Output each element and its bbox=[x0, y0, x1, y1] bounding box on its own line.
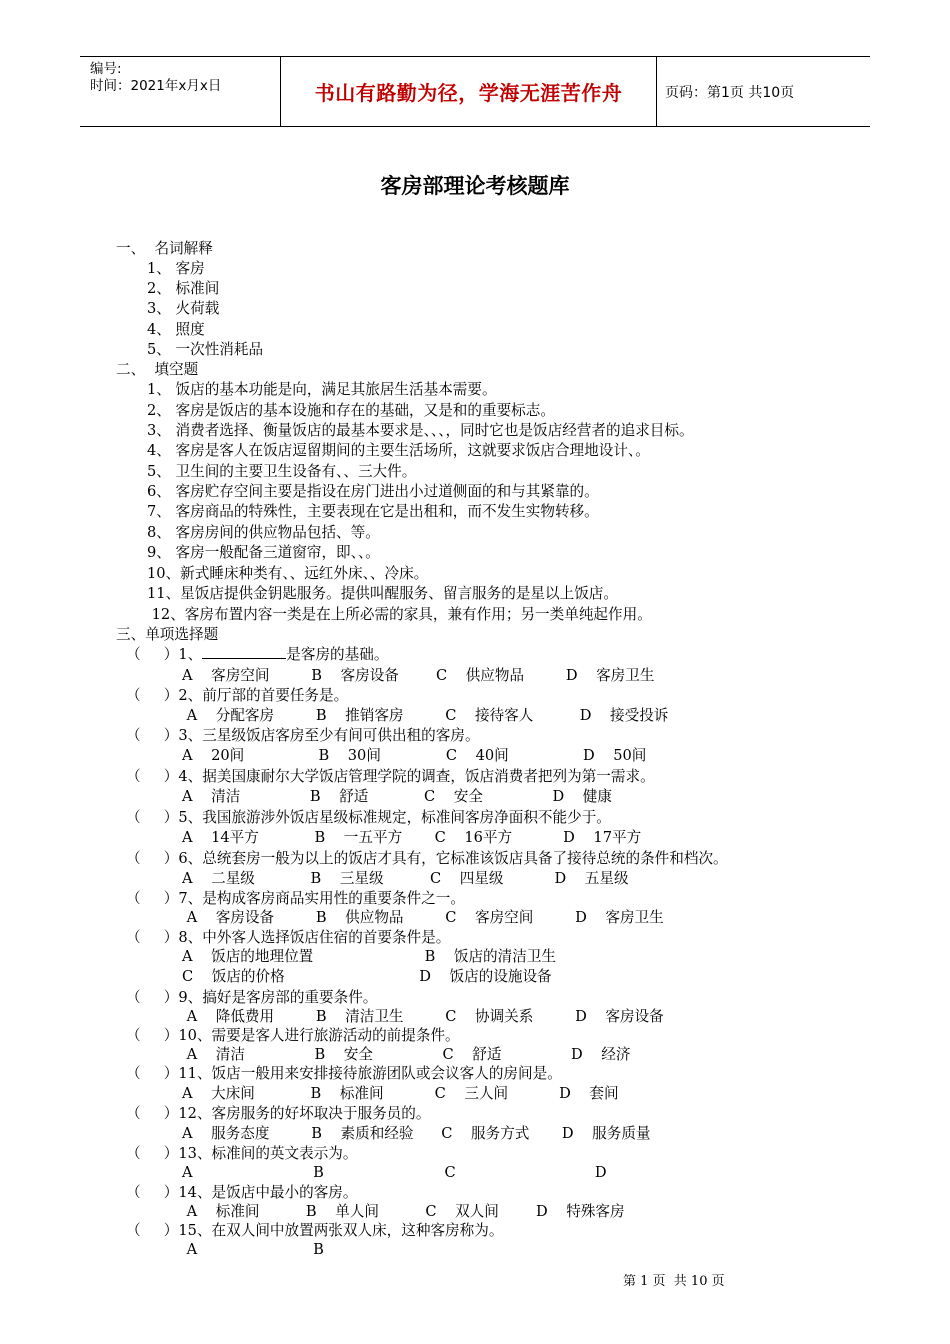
question: （ ）14、是饭店中最小的客房。 bbox=[126, 1184, 358, 1201]
header-page-label: 页码：第1页 共10页 bbox=[665, 84, 795, 101]
question-options: A 14平方 B 一五平方 C 16平方 D 17平方 bbox=[182, 829, 642, 846]
question-options: A 清洁 B 安全 C 舒适 D 经济 bbox=[182, 1046, 631, 1063]
question: （ ）7、是构成客房商品实用性的重要条件之一。 bbox=[126, 890, 465, 907]
question-options: A 饭店的地理位置 B 饭店的清洁卫生 bbox=[182, 948, 557, 965]
question: （ ）15、在双人间中放置两张双人床，这种客房称为。 bbox=[126, 1222, 504, 1239]
list-item: 4、 照度 bbox=[147, 321, 205, 338]
question-options: A 大床间 B 标准间 C 三人间 D 套间 bbox=[182, 1085, 619, 1102]
question-options: A 客房空间 B 客房设备 C 供应物品 D 客房卫生 bbox=[182, 667, 655, 684]
question bbox=[126, 646, 388, 664]
question: （ ）6、总统套房一般为以上的饭店才具有，它标准该饭店具备了接待总统的条件和档次。 bbox=[126, 850, 728, 867]
page-footer: 第 1 页 共 10 页 bbox=[623, 1274, 725, 1289]
question-options: A 20间 B 30间 C 40间 D 50间 bbox=[182, 747, 647, 764]
question: （ ）13、标准间的英文表示为。 bbox=[126, 1145, 358, 1162]
question: （ ）10、需要是客人进行旅游活动的前提条件。 bbox=[126, 1027, 460, 1044]
list-item: 3、 消费者选择、衡量饭店的最基本要求是、、、，同时它也是饭店经营者的追求目标。 bbox=[147, 422, 694, 439]
list-item: 9、 客房一般配备三道窗帘，即、、。 bbox=[147, 544, 380, 561]
question-prefix: （ ）1、 bbox=[126, 646, 203, 663]
list-item: 12、客房布置内容一类是在上所必需的家具，兼有作用；另一类单纯起作用。 bbox=[147, 606, 652, 623]
question-options: A 降低费用 B 清洁卫生 C 协调关系 D 客房设备 bbox=[182, 1008, 664, 1025]
question-options: A 服务态度 B 素质和经验 C 服务方式 D 服务质量 bbox=[182, 1125, 651, 1142]
question: （ ）5、我国旅游涉外饭店星级标准规定，标准间客房净面积不能少于。 bbox=[126, 809, 611, 826]
list-item: 2、 标准间 bbox=[147, 280, 220, 297]
list-item: 1、 饭店的基本功能是向，满足其旅居生活基本需要。 bbox=[147, 381, 497, 398]
time-label: 时间：2021年x月x日 bbox=[90, 78, 222, 94]
question-options: A 分配客房 B 推销客房 C 接待客人 D 接受投诉 bbox=[182, 707, 669, 724]
question: （ ）8、中外客人选择饭店住宿的首要条件是。 bbox=[126, 929, 451, 946]
number-label: 编号: bbox=[90, 61, 122, 77]
list-item: 8、 客房房间的供应物品包括、等。 bbox=[147, 524, 380, 541]
question: （ ）3、三星级饭店客房至少有间可供出租的客房。 bbox=[126, 727, 480, 744]
question: （ ）9、搞好是客房部的重要条件。 bbox=[126, 989, 378, 1006]
question: （ ）4、据美国康耐尔大学饭店管理学院的调查，饭店消费者把列为第一需求。 bbox=[126, 768, 655, 785]
question-suffix: 是客房的基础。 bbox=[286, 646, 389, 663]
list-item: 10、新式睡床种类有、、远红外床、、冷床。 bbox=[147, 565, 429, 582]
section-heading: 一、 名词解释 bbox=[116, 240, 213, 257]
list-item: 4、 客房是客人在饭店逗留期间的主要生活场所，这就要求饭店合理地设计、。 bbox=[147, 442, 650, 459]
header-motto: 书山有路勤为径，学海无涯苦作舟 bbox=[280, 57, 657, 126]
question-options: A B C D bbox=[182, 1164, 607, 1181]
question-options: A 客房设备 B 供应物品 C 客房空间 D 客房卫生 bbox=[182, 909, 664, 926]
page-title: 客房部理论考核题库 bbox=[380, 174, 570, 198]
list-item: 1、 客房 bbox=[147, 260, 205, 277]
section-heading: 二、 填空题 bbox=[116, 361, 199, 378]
section-heading: 三、单项选择题 bbox=[116, 626, 219, 643]
list-item: 2、 客房是饭店的基本设施和存在的基础，又是和的重要标志。 bbox=[147, 402, 555, 419]
list-item: 5、 一次性消耗品 bbox=[147, 341, 264, 358]
question: （ ）12、客房服务的好坏取决于服务员的。 bbox=[126, 1105, 431, 1122]
question-options: A 标准间 B 单人间 C 双人间 D 特殊客房 bbox=[182, 1203, 625, 1220]
question: （ ）11、饭店一般用来安排接待旅游团队或会议客人的房间是。 bbox=[126, 1065, 562, 1082]
list-item: 5、 卫生间的主要卫生设备有、、三大件。 bbox=[147, 463, 417, 480]
list-item: 6、 客房贮存空间主要是指设在房门进出小过道侧面的和与其紧靠的。 bbox=[147, 483, 599, 500]
question: （ ）2、前厅部的首要任务是。 bbox=[126, 687, 349, 704]
page-header bbox=[80, 56, 870, 127]
question-options: A B bbox=[182, 1241, 324, 1258]
question-options: A 二星级 B 三星级 C 四星级 D 五星级 bbox=[182, 870, 629, 887]
answer-blank bbox=[202, 646, 286, 659]
list-item: 3、 火荷载 bbox=[147, 300, 220, 317]
list-item: 7、 客房商品的特殊性，主要表现在它是出租和，而不发生实物转移。 bbox=[147, 503, 599, 520]
question-options: A 清洁 B 舒适 C 安全 D 健康 bbox=[182, 788, 612, 805]
question-options: C 饭店的价格 D 饭店的设施设备 bbox=[182, 968, 552, 985]
list-item: 11、星饭店提供金钥匙服务。提供叫醒服务、留言服务的是星以上饭店。 bbox=[147, 585, 618, 602]
header-meta bbox=[90, 61, 221, 95]
